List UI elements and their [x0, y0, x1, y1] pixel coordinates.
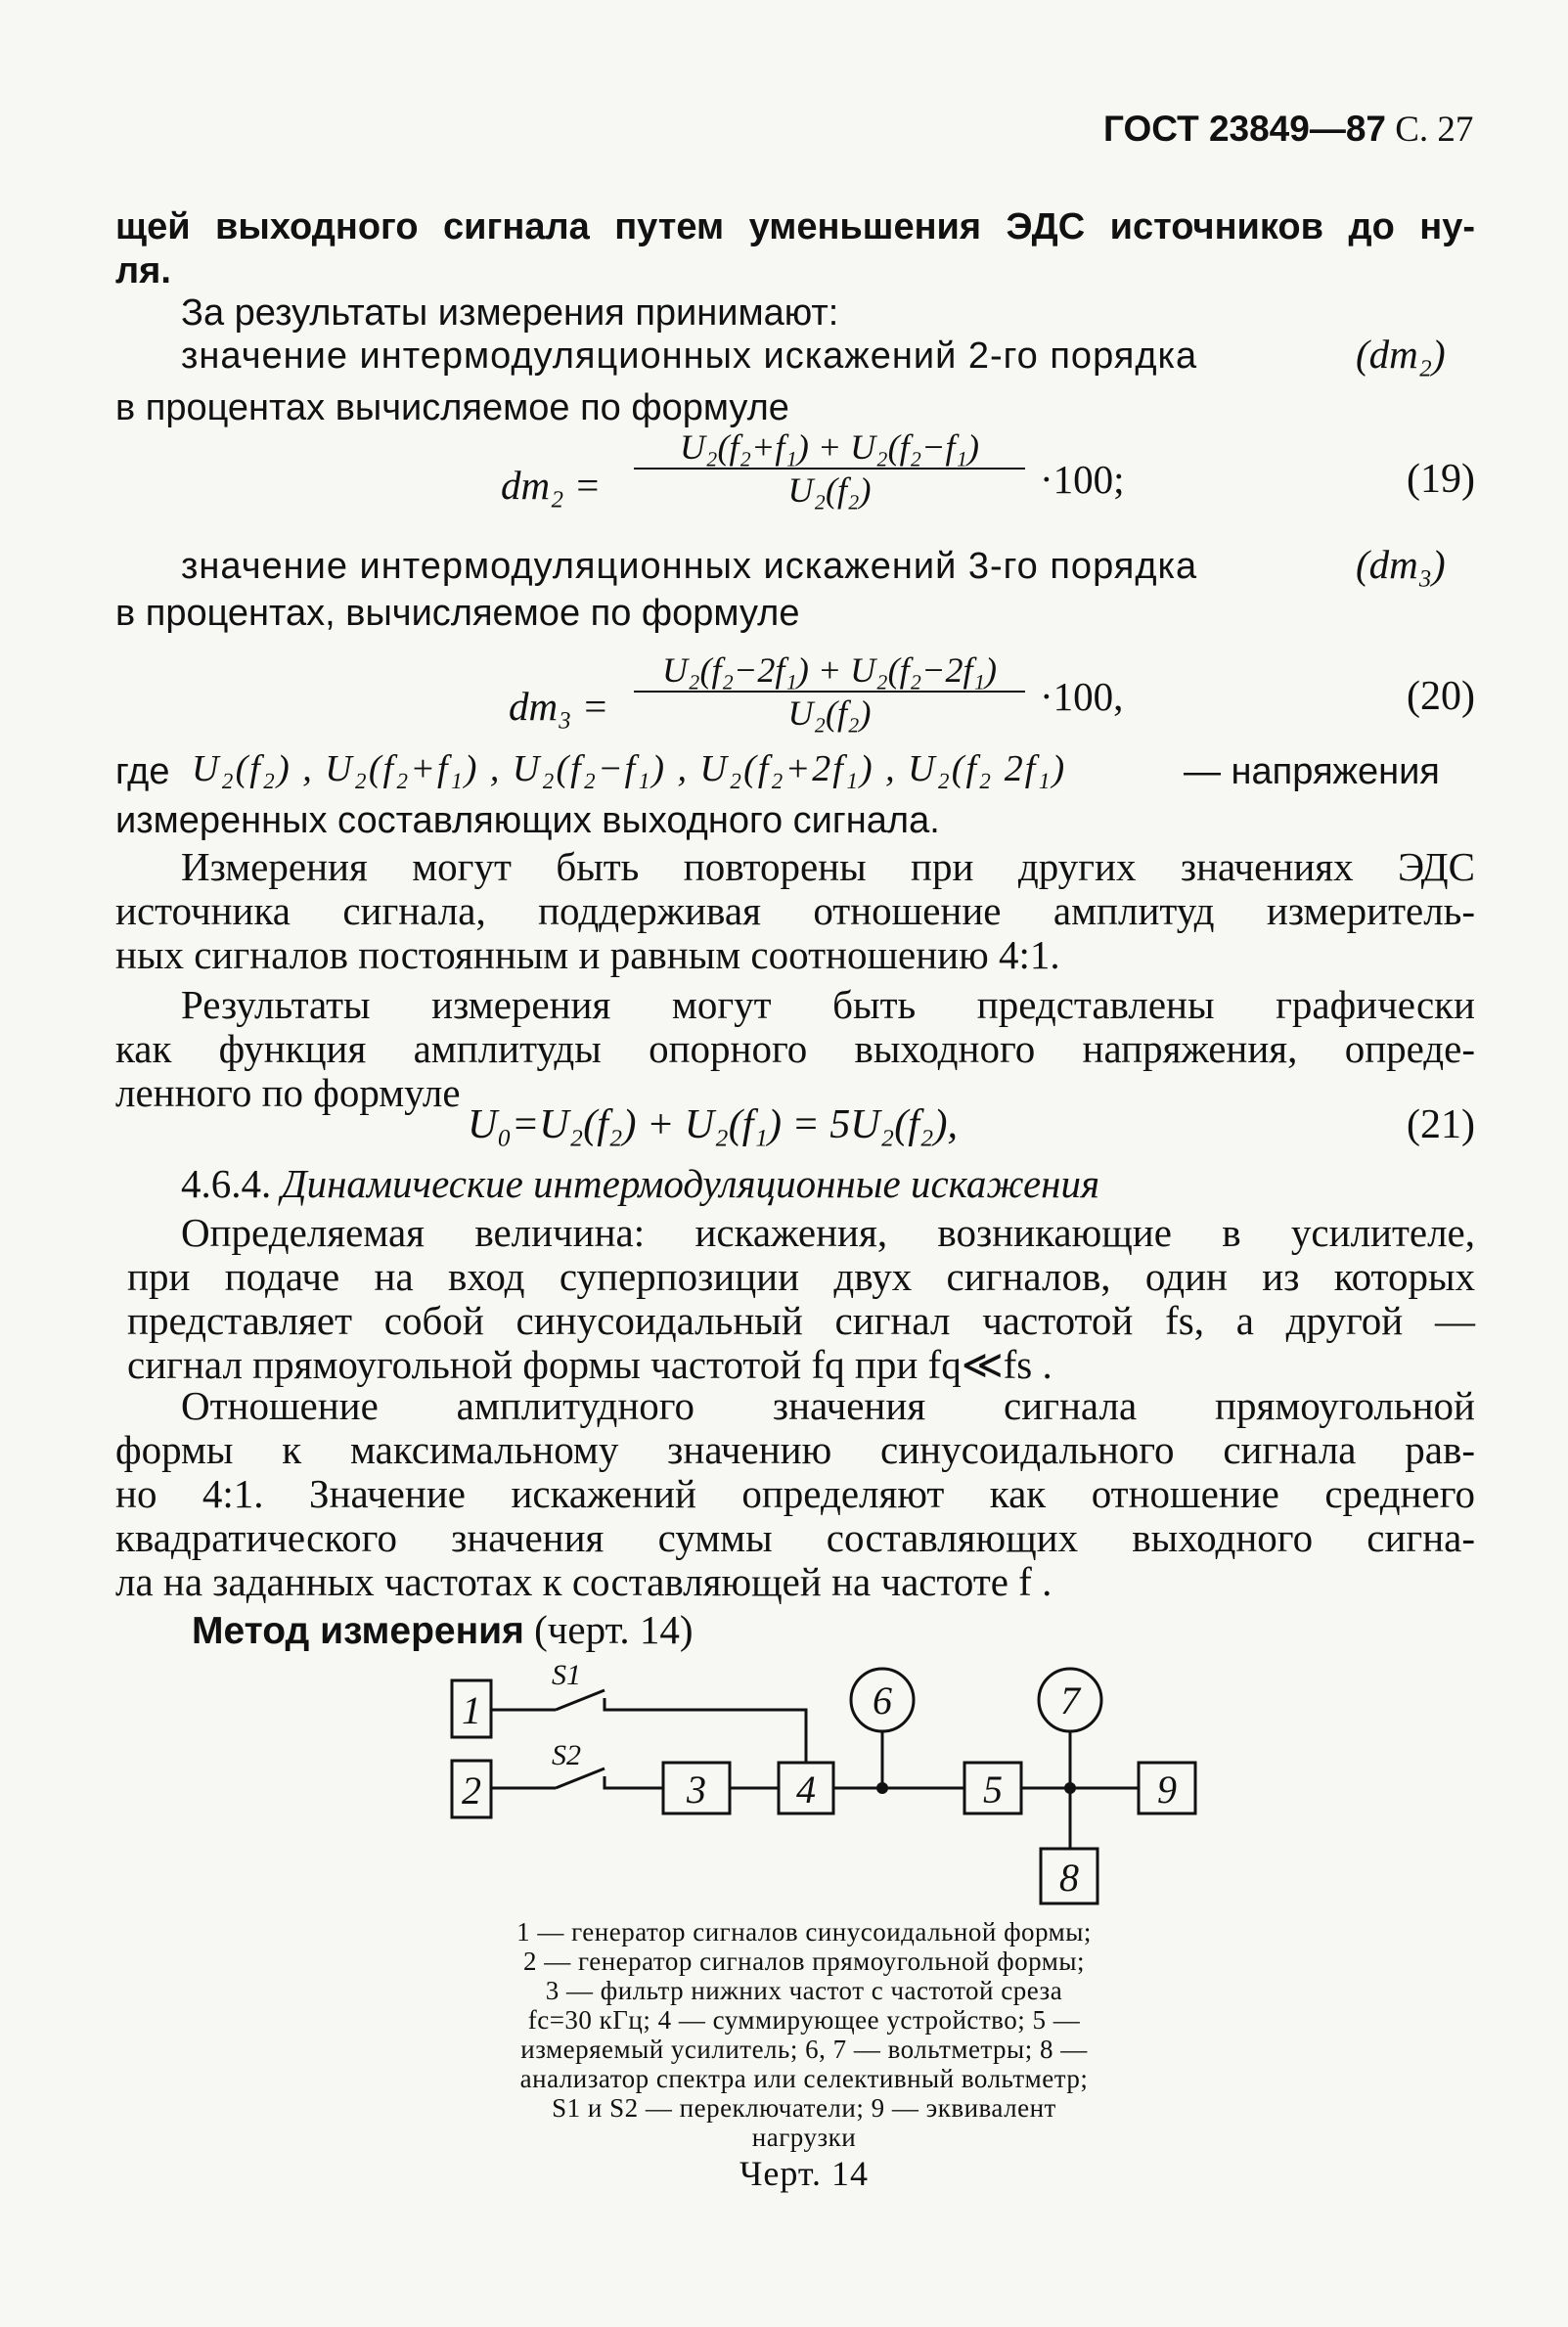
block-3-label: 3 — [687, 1768, 706, 1812]
intro-line-2: ля. — [115, 250, 171, 291]
caption-line-8: нагрузки — [751, 2123, 857, 2152]
eq19-numerator: U₂(f₂+f₁) + U₂(f₂−f₁) — [634, 426, 1025, 470]
method-label: Метод измерения — [192, 1610, 524, 1652]
eq21-number: (21) — [1407, 1102, 1475, 1147]
ratio-line-2: формы к максимальному значению синусоидального сигнала рав- — [115, 1427, 1475, 1472]
gost-number: ГОСТ 23849—87 — [1103, 109, 1386, 149]
eq21-formula: U₀=U₂(f₂) + U₂(f₁) = 5U₂(f₂), — [468, 1102, 958, 1147]
graph-line-3: ленного по формуле — [115, 1070, 461, 1115]
repeat-line-3: ных сигналов постоянным и равным соотношению 4:1. — [115, 932, 1060, 977]
eq19-denominator: U₂(f₂) — [787, 470, 872, 510]
switch-s1-label: S1 — [552, 1663, 581, 1691]
caption-line-4: fc=30 кГц; 4 — суммирующее устройство; 5 — — [527, 2005, 1081, 2035]
section-title: Динамические интермодуляционные искажения — [281, 1161, 1100, 1206]
block-1-label: 1 — [462, 1688, 481, 1732]
ratio-line-5: ла на заданных частотах к составляющей на частоте f . — [115, 1559, 1053, 1604]
block-8-label: 8 — [1059, 1856, 1079, 1900]
eq20-numerator: U₂(f₂−2f₁) + U₂(f₂−2f₁) — [634, 649, 1025, 693]
eq20-denominator: U₂(f₂) — [787, 694, 872, 733]
method-ref: (черт. 14) — [534, 1607, 694, 1652]
caption-line-1: 1 — генератор сигналов синусоидальной формы; — [516, 1917, 1092, 1947]
eq20-fraction — [634, 649, 1025, 734]
def-line-4: сигнал прямоугольной формы частотой fq при fq≪fs . — [127, 1342, 1053, 1387]
page-number: С. 27 — [1395, 110, 1474, 150]
switch-s2-label: S2 — [552, 1739, 581, 1771]
eq19-factor: ·100; — [1040, 457, 1125, 502]
caption — [423, 1917, 1186, 2195]
block-diagram — [430, 1663, 1213, 1937]
caption-line-6: анализатор спектра или селективный вольтметр; — [519, 2064, 1089, 2093]
eq20-factor: ·100, — [1040, 674, 1124, 719]
where-prefix: где — [115, 751, 170, 792]
dm2-text-line-1: значение интермодуляционных искажений 2-го порядка — [181, 336, 1198, 377]
block-4-label: 4 — [796, 1768, 816, 1812]
page-header — [1103, 106, 1473, 154]
figure-title: Черт. 14 — [739, 2154, 869, 2193]
dm3-text-line-1: значение интермодуляционных искажений 3-го порядка — [181, 546, 1198, 587]
eq20-number: (20) — [1407, 674, 1475, 719]
where-symbols: U₂(f₂) , U₂(f₂+f₁) , U₂(f₂−f₁) , U₂(f₂+2f₁) , U₂(f₂ 2f₁) — [192, 748, 1067, 789]
dm2-symbol: (dm₂) — [1356, 332, 1446, 377]
caption-line-5: измеряемый усилитель; 6, 7 — вольтметры; 8 — — [520, 2035, 1088, 2064]
caption-line-2: 2 — генератор сигналов прямоугольной формы; — [523, 1947, 1085, 1976]
graph-line-1: Результаты измерения могут быть представлены графически — [181, 982, 1475, 1027]
ratio-line-4: квадратического значения суммы составляющих выходного сигна- — [115, 1515, 1475, 1560]
eq19-fraction — [634, 426, 1025, 511]
method-heading — [192, 1606, 694, 1655]
def-line-3: представляет собой синусоидальный сигнал частотой fs, а другой — — [127, 1298, 1475, 1343]
section-heading — [181, 1160, 1099, 1207]
dm3-symbol: (dm₃) — [1356, 542, 1446, 587]
intro-line-1: щей выходного сигнала путем уменьшения ЭДС источников до ну- — [115, 206, 1475, 247]
caption-line-7: S1 и S2 — переключатели; 9 — эквивалент — [552, 2093, 1056, 2123]
ratio-line-3: но 4:1. Значение искажений определяют как отношение среднего — [115, 1471, 1475, 1516]
graph-line-2: как функция амплитуды опорного выходного напряжения, опреде- — [115, 1026, 1475, 1071]
eq20-lhs: dm₃ = — [509, 684, 609, 729]
caption-line-3: 3 — фильтр нижних частот с частотой среза — [545, 1976, 1063, 2005]
section-number: 4.6.4. — [181, 1161, 272, 1206]
dm2-text-line-2: в процентах вычисляемое по формуле — [115, 387, 789, 428]
repeat-line-1: Измерения могут быть повторены при других значениях ЭДС — [181, 844, 1475, 889]
meter-7-label: 7 — [1060, 1678, 1080, 1723]
block-5-label: 5 — [983, 1768, 1003, 1812]
block-2-label: 2 — [462, 1768, 481, 1812]
block-9-label: 9 — [1157, 1768, 1177, 1812]
eq19-lhs: dm₂ = — [501, 463, 602, 508]
eq19-number: (19) — [1407, 457, 1475, 502]
meter-6-label: 6 — [873, 1678, 892, 1723]
dm3-text-line-2: в процентах, вычисляемое по формуле — [115, 593, 800, 634]
where-line-2: измеренных составляющих выходного сигнала. — [115, 800, 940, 841]
where-suffix: — напряжения — [1184, 751, 1440, 792]
def-line-2: при подаче на вход суперпозиции двух сигналов, один из которых — [127, 1254, 1475, 1299]
repeat-line-2: источника сигнала, поддерживая отношение амплитуд измеритель- — [115, 888, 1475, 933]
def-line-1: Определяемая величина: искажения, возникающие в усилителе, — [181, 1210, 1475, 1255]
ratio-line-1: Отношение амплитудного значения сигнала прямоугольной — [181, 1383, 1475, 1428]
results-intro: За результаты измерения принимают: — [181, 292, 839, 334]
